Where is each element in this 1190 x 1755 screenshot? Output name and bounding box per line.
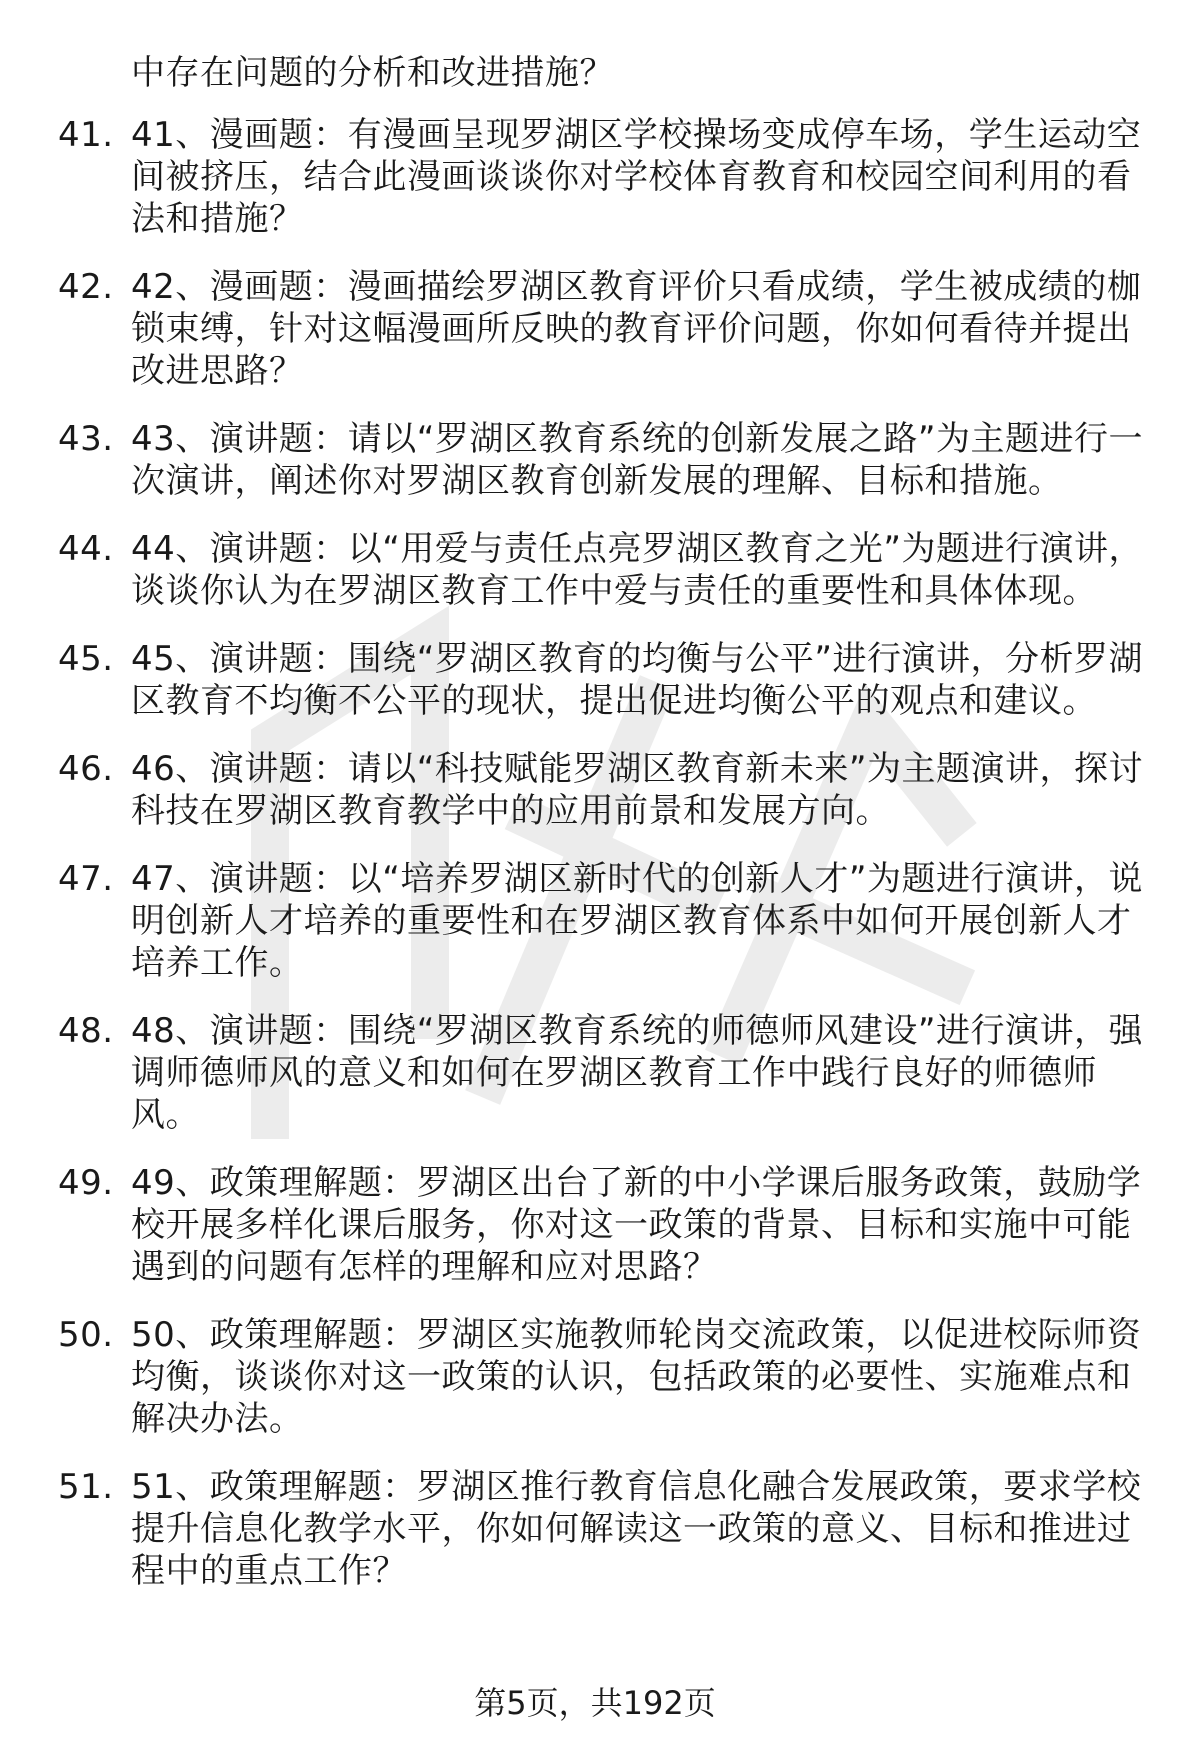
item-text: 41、漫画题：有漫画呈现罗湖区学校操场变成停车场，学生运动空间被挤压，结合此漫画谈谈你对学校体育教育和校园空间利用的看法和措施？	[131, 115, 1142, 239]
item-number: 43.	[58, 419, 114, 459]
item-text: 44、演讲题：以“用爱与责任点亮罗湖区教育之光”为题进行演讲，谈谈你认为在罗湖区教育工作中爱与责任的重要性和具体体现。	[131, 529, 1143, 611]
list-item	[0, 1314, 1190, 1440]
item-text: 46、演讲题：请以“科技赋能罗湖区教育新未来”为主题演讲，探讨科技在罗湖区教育教学中的应用前景和发展方向。	[131, 749, 1143, 831]
question-list	[0, 114, 1190, 1618]
item-text: 47、演讲题：以“培养罗湖区新时代的创新人才”为题进行演讲，说明创新人才培养的重要性和在罗湖区教育体系中如何开展创新人才培养工作。	[131, 859, 1143, 983]
item-text: 51、政策理解题：罗湖区推行教育信息化融合发展政策，要求学校提升信息化教学水平，你如何解读这一政策的意义、目标和推进过程中的重点工作？	[131, 1467, 1142, 1591]
item-number: 44.	[58, 529, 114, 569]
item-number: 45.	[58, 639, 114, 679]
list-item	[0, 266, 1190, 392]
list-item	[0, 528, 1190, 612]
item-number: 46.	[58, 749, 114, 789]
item-number: 42.	[58, 267, 114, 307]
page-number-footer: 第5页，共192页	[474, 1684, 716, 1722]
item-number: 47.	[58, 859, 114, 899]
list-item	[0, 858, 1190, 984]
item-number: 48.	[58, 1011, 114, 1051]
item-text: 45、演讲题：围绕“罗湖区教育的均衡与公平”进行演讲，分析罗湖区教育不均衡不公平的现状，提出促进均衡公平的观点和建议。	[131, 639, 1143, 721]
item-number: 50.	[58, 1315, 114, 1355]
list-item	[0, 748, 1190, 832]
continuation-text: 中存在问题的分析和改进措施？	[131, 53, 614, 93]
list-item	[0, 114, 1190, 240]
item-text: 42、漫画题：漫画描绘罗湖区教育评价只看成绩，学生被成绩的枷锁束缚，针对这幅漫画所反映的教育评价问题，你如何看待并提出改进思路？	[131, 267, 1142, 391]
list-item	[0, 638, 1190, 722]
list-item	[0, 1010, 1190, 1136]
list-item	[0, 418, 1190, 502]
item-text: 48、演讲题：围绕“罗湖区教育系统的师德师风建设”进行演讲，强调师德师风的意义和如何在罗湖区教育工作中践行良好的师德师风。	[131, 1011, 1143, 1135]
list-item	[0, 1162, 1190, 1288]
item-number: 49.	[58, 1163, 114, 1203]
item-number: 51.	[58, 1467, 114, 1507]
item-text: 50、政策理解题：罗湖区实施教师轮岗交流政策，以促进校际师资均衡，谈谈你对这一政策的认识，包括政策的必要性、实施难点和解决办法。	[131, 1315, 1142, 1439]
item-text: 49、政策理解题：罗湖区出台了新的中小学课后服务政策，鼓励学校开展多样化课后服务，你对这一政策的背景、目标和实施中可能遇到的问题有怎样的理解和应对思路？	[131, 1163, 1142, 1287]
list-item	[0, 1466, 1190, 1592]
item-text: 43、演讲题：请以“罗湖区教育系统的创新发展之路”为主题进行一次演讲，阐述你对罗湖区教育创新发展的理解、目标和措施。	[131, 419, 1143, 501]
item-number: 41.	[58, 115, 114, 155]
